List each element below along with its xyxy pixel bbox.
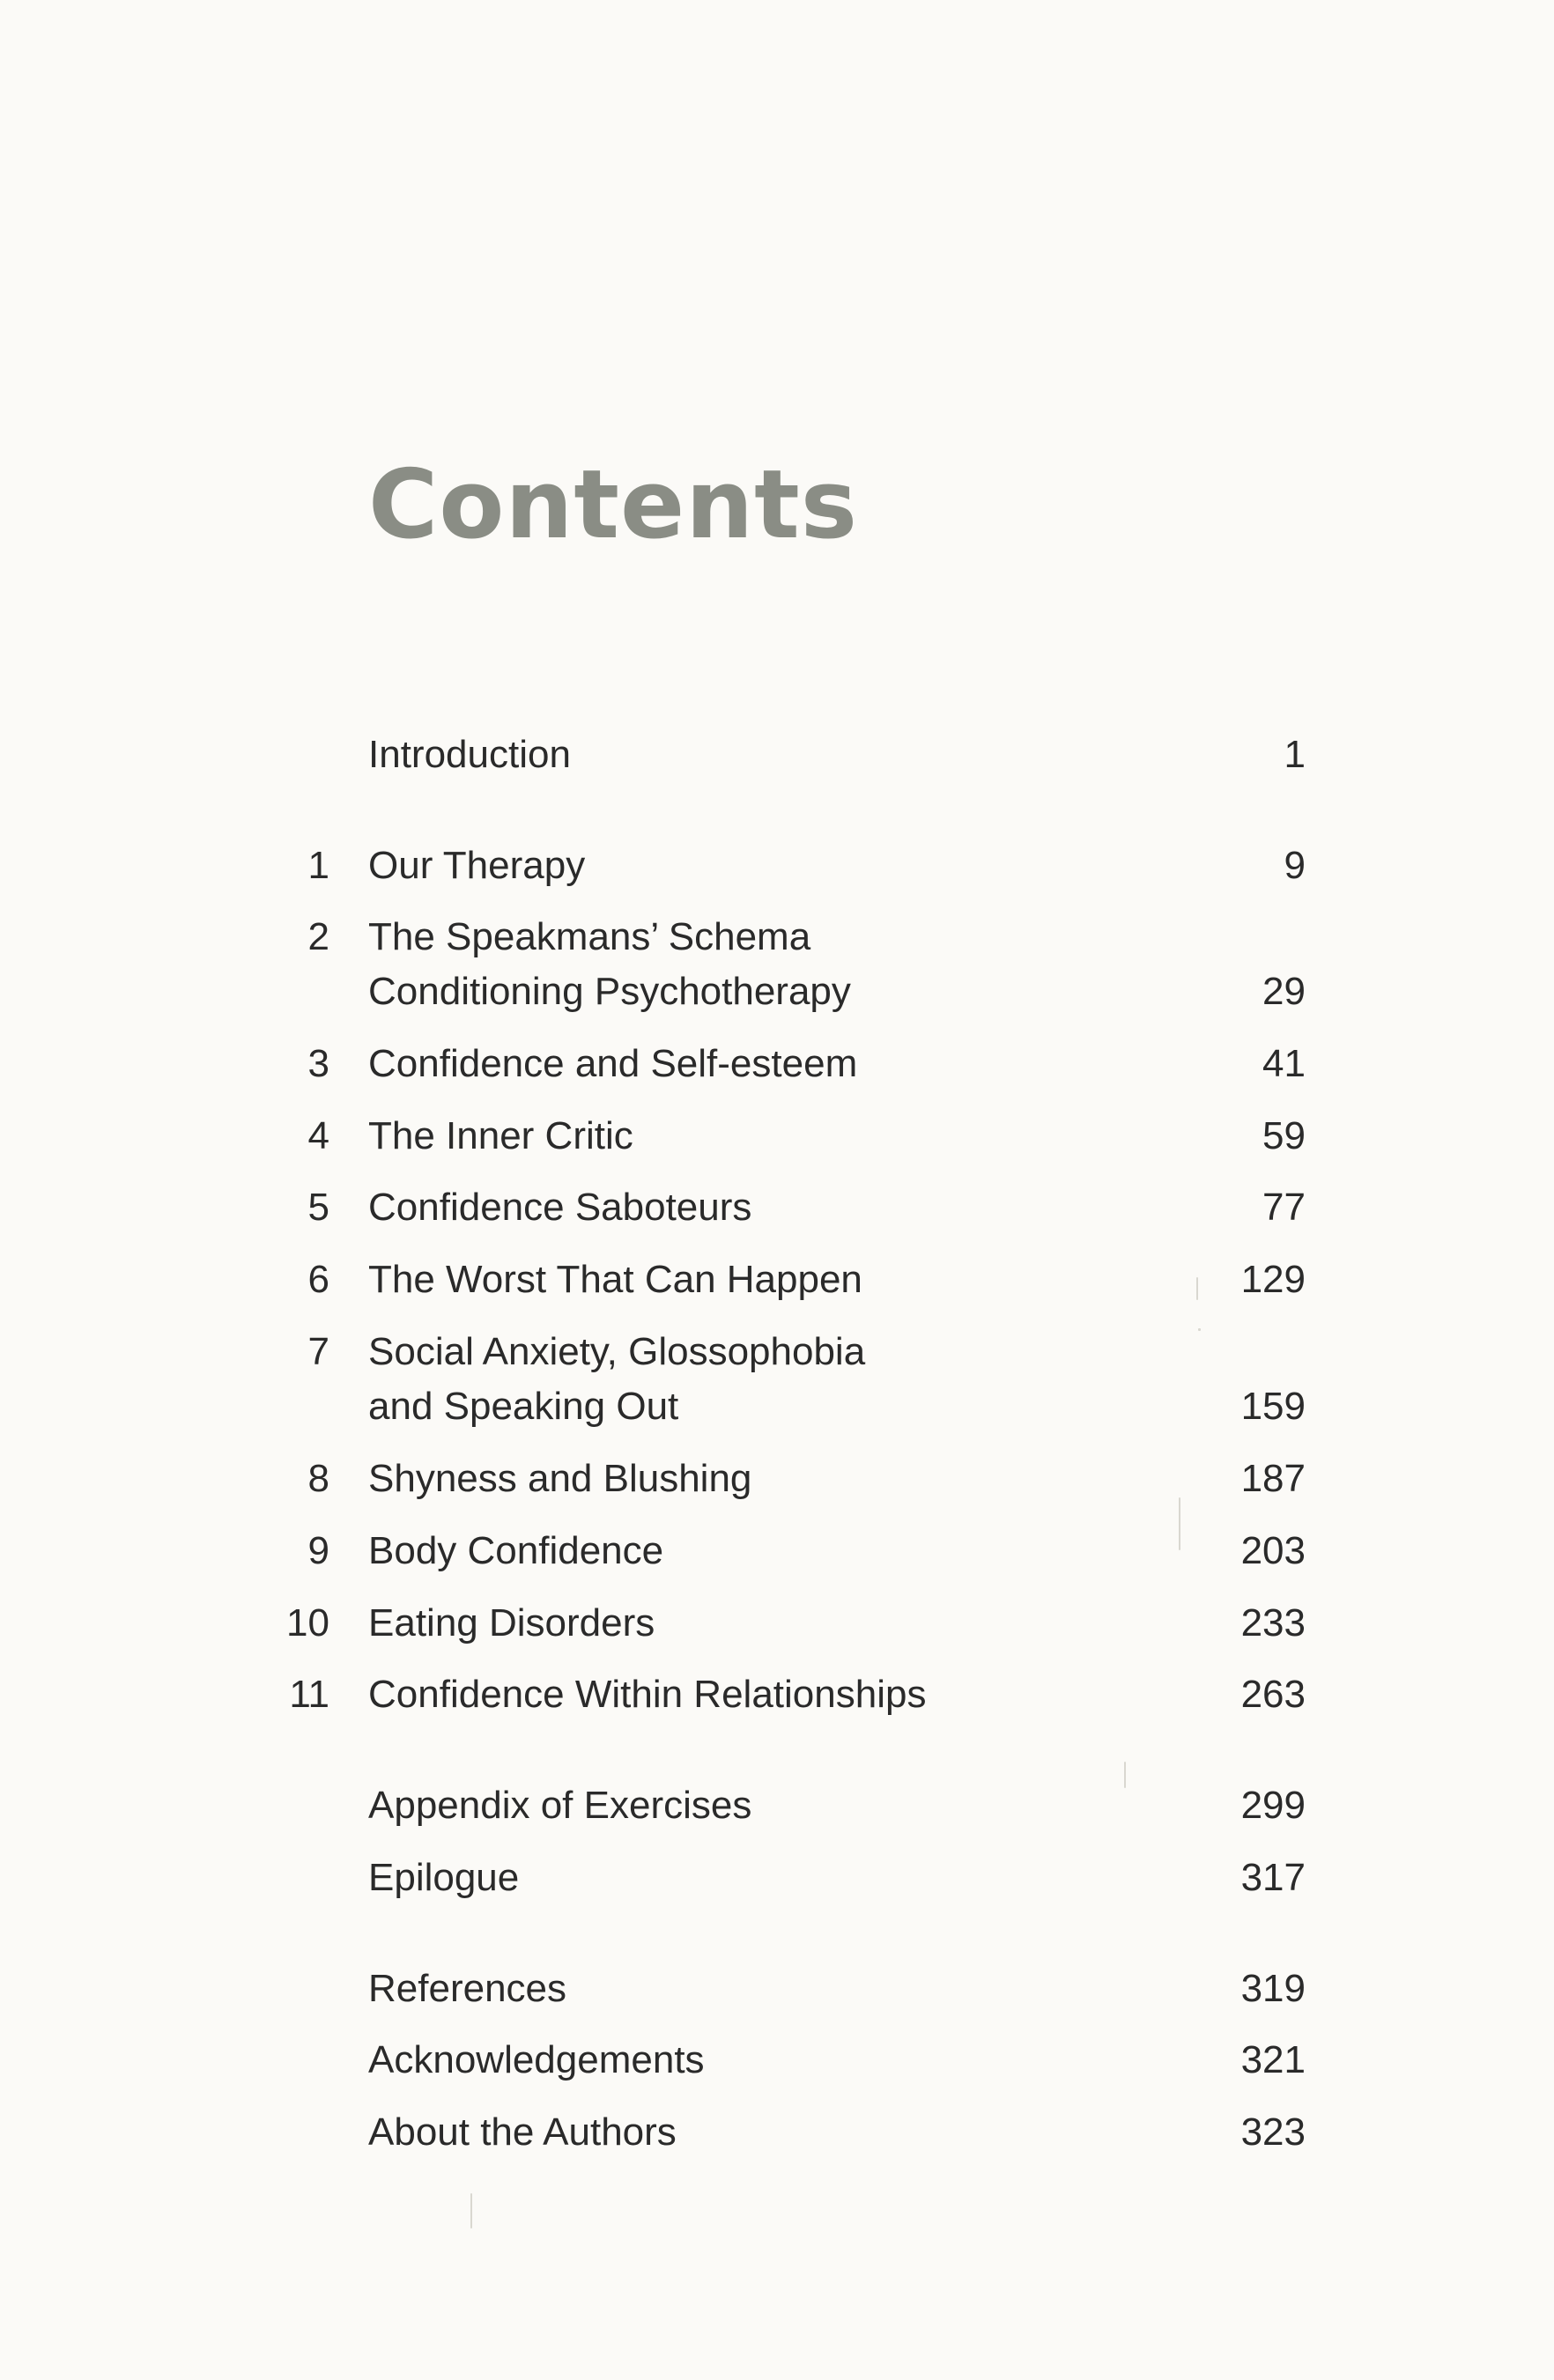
toc-entry-label: Our Therapy [368, 844, 586, 887]
toc-entry-label: Appendix of Exercises [368, 1784, 752, 1827]
toc-entry-page: 77 [1262, 1186, 1306, 1229]
toc-entry-page: 9 [1284, 844, 1306, 887]
toc-entry-page: 323 [1240, 2110, 1306, 2154]
chapter-number: 2 [307, 915, 329, 958]
toc-entry-label: The Speakmans’ Schema Conditioning Psychotherapy [368, 915, 851, 1013]
chapter-number: 9 [307, 1529, 329, 1572]
toc-entry-label: Confidence Within Relationships [368, 1673, 927, 1716]
toc-entry-page: 203 [1240, 1529, 1306, 1572]
scan-speck [1198, 1328, 1201, 1331]
scan-speck [1196, 1277, 1198, 1300]
chapter-number: 1 [307, 844, 329, 887]
toc-entry-page: 263 [1240, 1673, 1306, 1716]
toc-entry-label: Confidence Saboteurs [368, 1186, 752, 1229]
chapter-number: 3 [307, 1042, 329, 1085]
toc-entry-page: 1 [1284, 733, 1306, 776]
toc-entry-label: Eating Disorders [368, 1601, 655, 1645]
chapter-number: 4 [307, 1114, 329, 1157]
toc-entry-label: Social Anxiety, Glossophobia and Speaking Out [368, 1330, 866, 1428]
toc-entry-page: 159 [1240, 1385, 1306, 1428]
chapter-number: 5 [307, 1186, 329, 1229]
toc-entry-label: Shyness and Blushing [368, 1457, 752, 1500]
toc-entry-label: Introduction [368, 733, 571, 776]
toc-entry-page: 41 [1262, 1042, 1306, 1085]
toc-entry-label: References [368, 1967, 567, 2010]
toc-entry-page: 29 [1262, 970, 1306, 1013]
chapter-number: 10 [286, 1601, 329, 1645]
page-title: Contents [368, 450, 859, 560]
chapter-number: 11 [289, 1673, 329, 1716]
toc-entry-page: 317 [1240, 1856, 1306, 1899]
toc-entry-label: About the Authors [368, 2110, 677, 2154]
chapter-number: 8 [307, 1457, 329, 1500]
toc-entry-page: 233 [1240, 1601, 1306, 1645]
scan-speck [470, 2193, 472, 2228]
toc-entry-label: Acknowledgements [368, 2038, 705, 2081]
toc-entry-page: 187 [1240, 1457, 1306, 1500]
toc-entry-page: 129 [1240, 1258, 1306, 1301]
toc-entry-page: 59 [1262, 1114, 1306, 1157]
chapter-number: 6 [307, 1258, 329, 1301]
toc-entry-label: Confidence and Self-esteem [368, 1042, 858, 1085]
toc-entry-page: 319 [1240, 1967, 1306, 2010]
chapter-number: 7 [307, 1330, 329, 1373]
scan-speck [1124, 1762, 1126, 1788]
toc-entry-page: 299 [1240, 1784, 1306, 1827]
scan-speck [1179, 1497, 1180, 1550]
toc-entry-page: 321 [1240, 2038, 1306, 2081]
toc-entry-label: The Inner Critic [368, 1114, 633, 1157]
toc-entry-label: Epilogue [368, 1856, 520, 1899]
toc-entry-label: The Worst That Can Happen [368, 1258, 862, 1301]
toc-entry-label: Body Confidence [368, 1529, 664, 1572]
